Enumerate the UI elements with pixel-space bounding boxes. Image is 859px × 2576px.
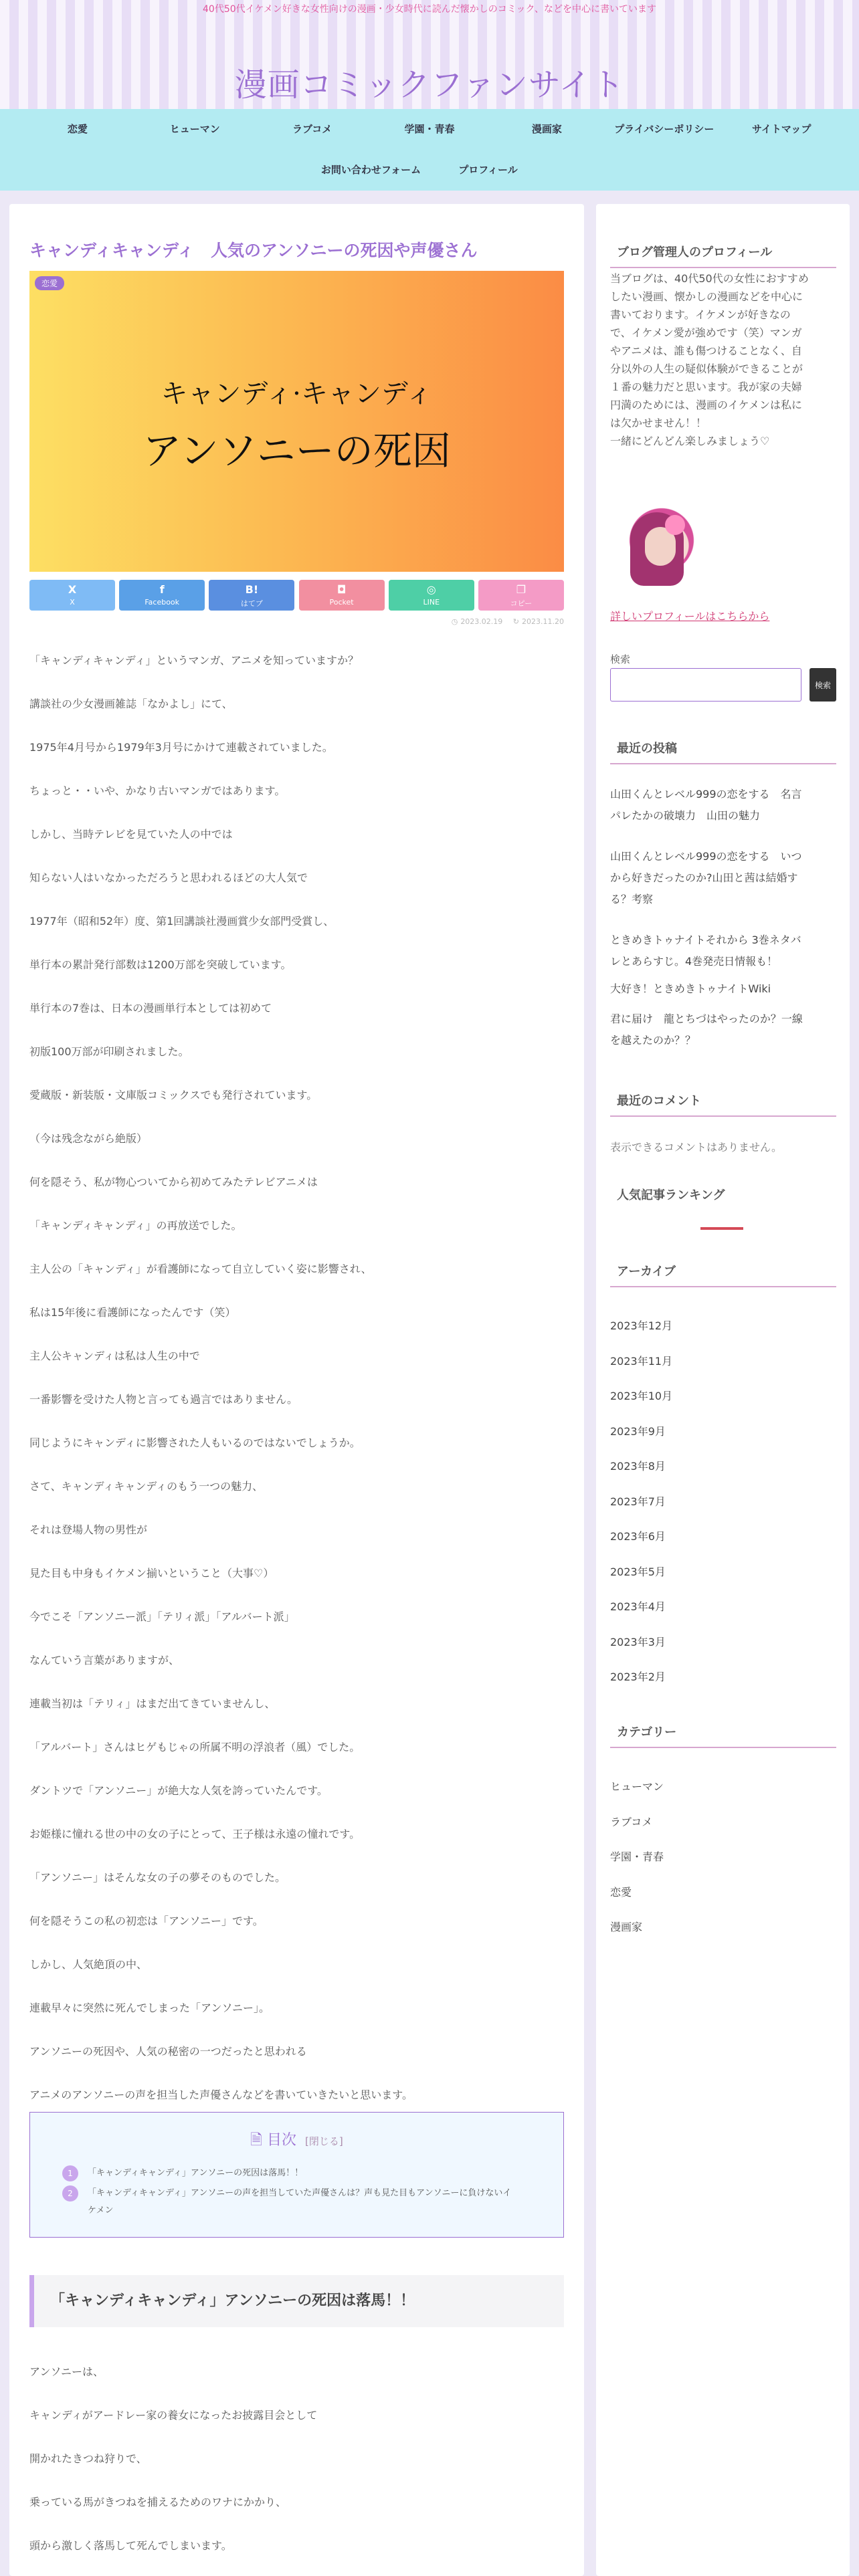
share-button-x[interactable] <box>29 580 115 611</box>
category-link[interactable]: 漫画家 <box>610 1921 643 1933</box>
share-label: Pocket <box>329 598 354 607</box>
paragraph: ちょっと・・いや、かなり古いマンガではあります。 <box>29 784 286 797</box>
site-header <box>0 0 859 109</box>
paragraph: しかし、人気絶頂の中、 <box>29 1958 148 1971</box>
paragraph: アンソニーの死因や、人気の秘密の一つだったと思われる <box>29 2045 307 2058</box>
post-dates <box>444 617 564 626</box>
paragraph: 初版100万部が印刷されました。 <box>29 1045 189 1058</box>
category-link[interactable]: ヒューマン <box>610 1780 664 1793</box>
nav-item-human[interactable]: ヒューマン <box>169 123 220 135</box>
profile-text-line: やアニメは、誰も傷つけることなく、自 <box>610 344 802 357</box>
eyecatch-image <box>29 271 564 572</box>
section-body <box>29 2350 564 2567</box>
share-label: X <box>70 598 75 607</box>
recent-post-title-line: 山田くんとレベル999の恋をする 名言 <box>610 788 802 800</box>
paragraph: 「アルバート」さんはヒゲもじゃの所属不明の浮浪者（風）でした。 <box>29 1741 361 1753</box>
toc-item[interactable] <box>62 2165 544 2182</box>
share-icon: ◎ <box>426 583 436 596</box>
toc-item-label: 「キャンディキャンディ」アンソニーの死因は落馬！！ <box>88 2168 304 2178</box>
paragraph: しかし、当時テレビを見ていた人の中では <box>29 828 233 841</box>
share-label: はてブ <box>240 599 263 608</box>
profile-text-line: １番の魅力だと思います。我が家の夫婦 <box>610 381 802 393</box>
toc-title: 目次 <box>266 2132 296 2149</box>
paragraph: キャンディがアードレー家の養女になったお披露目会として <box>29 2409 318 2422</box>
paragraph: 連載早々に突然に死んでしまった「アンソニー」。 <box>29 2002 270 2014</box>
paragraph: なんていう言葉がありますが、 <box>29 1654 180 1667</box>
category-link[interactable]: ラブコメ <box>610 1815 653 1828</box>
profile-link[interactable]: 詳しいプロフィールはこちらから <box>610 610 770 623</box>
paragraph: 主人公キャンディは私は人生の中で <box>29 1350 200 1362</box>
search-button[interactable]: 検索 <box>809 668 836 702</box>
share-icon: X <box>68 583 77 596</box>
archive-link[interactable]: 2023年11月 <box>610 1354 673 1368</box>
paragraph: 単行本の7巻は、日本の漫画単行本としては初めて <box>29 1002 272 1014</box>
share-label: コピー <box>510 599 533 608</box>
profile-text-line: 一緒にどんどん楽しみましょう♡ <box>610 435 770 447</box>
archive-link[interactable]: 2023年10月 <box>610 1390 673 1402</box>
paragraph: アンソニーは、 <box>29 2365 104 2378</box>
paragraph: それは登場人物の男性が <box>29 1523 148 1536</box>
category-link[interactable]: 学園・青春 <box>610 1850 664 1863</box>
recent-post-link[interactable] <box>610 1008 836 1051</box>
document-icon: 🗎 <box>250 2132 262 2149</box>
share-button-facebook[interactable] <box>119 580 205 611</box>
recent-post-title-line: 山田くんとレベル999の恋をする いつ <box>610 850 802 863</box>
profile-widget-title: ブログ管理人のプロフィール <box>610 237 836 268</box>
archive-link[interactable]: 2023年6月 <box>610 1530 666 1543</box>
nav-item-romcom[interactable]: ラブコメ <box>292 123 332 135</box>
recent-post-title-line: を越えたのか？？ <box>610 1034 696 1047</box>
avatar-flower <box>665 515 685 535</box>
paragraph: 1977年（昭和52年）度、第1回講談社漫画賞少女部門受賞し、 <box>29 915 335 928</box>
eyecatch-text-title: キャンディ·キャンディ <box>161 379 433 409</box>
paragraph: （今は残念ながら絶版） <box>29 1132 148 1145</box>
recent-post-title-line: る？考察 <box>610 893 654 905</box>
search-label: 検索 <box>610 653 631 665</box>
nav-item-contact[interactable]: お問い合わせフォーム <box>320 164 421 176</box>
paragraph: 「アンソニー」はそんな女の子の夢そのものでした。 <box>29 1871 286 1884</box>
toc-item[interactable] <box>62 2185 544 2220</box>
paragraph: 何を隠そう、私が物心ついてから初めてみたテレビアニメは <box>29 1176 318 1188</box>
global-navigation <box>0 109 859 191</box>
paragraph: 一番影響を受けた人物と言っても過言ではありません。 <box>29 1393 298 1406</box>
table-of-contents <box>29 2112 564 2238</box>
nav-item-privacy-policy[interactable]: プライバシーポリシー <box>614 123 714 135</box>
recent-post-title-line: 大好き！ときめきトゥナイトWiki <box>610 982 771 995</box>
date-published: 2023.02.19 <box>460 617 503 626</box>
nav-item-school[interactable]: 学園・青春 <box>404 123 455 135</box>
share-label: LINE <box>423 598 440 607</box>
date-updated: 2023.11.20 <box>522 617 564 626</box>
share-icon: ❐ <box>516 583 527 596</box>
paragraph: 今でこそ「アンソニー派」「テリィ派」「アルバート派」 <box>29 1610 295 1623</box>
sidebar <box>596 204 850 2576</box>
paragraph: アニメのアンソニーの声を担当した声優さんなどを書いていきたいと思います。 <box>29 2088 413 2101</box>
recent-post-title-line: から好きだったのか?山田と茜は結婚す <box>610 871 798 884</box>
share-icon: B! <box>245 583 259 596</box>
category-link[interactable]: 恋愛 <box>610 1885 632 1899</box>
nav-item-mangaka[interactable]: 漫画家 <box>531 123 562 135</box>
toc-close-toggle[interactable]: [閉じる] <box>305 2135 343 2147</box>
archive-link[interactable]: 2023年12月 <box>610 1319 673 1332</box>
recent-post-link[interactable] <box>610 978 836 1000</box>
profile-avatar <box>610 500 704 601</box>
profile-text-line: は欠かせません！！ <box>610 417 707 429</box>
site-title[interactable]: 漫画コミックファンサイト <box>234 66 625 104</box>
archive-link[interactable]: 2023年5月 <box>610 1565 666 1578</box>
share-buttons <box>29 580 564 611</box>
profile-text-line: 当ブログは、40代50代の女性におすすめ <box>610 272 809 285</box>
search-input[interactable] <box>610 668 801 702</box>
archive-link[interactable]: 2023年7月 <box>610 1495 666 1508</box>
site-tagline: 40代50代イケメン好きな女性向けの漫画・少女時代に読んだ懐かしのコミック、などを中心に書いています <box>203 4 656 15</box>
profile-text-line: で、イケメン愛が強めです（笑）マンガ <box>610 326 802 339</box>
recent-post-link[interactable] <box>610 930 836 972</box>
ranking-title: 人気記事ランキング <box>617 1188 725 1202</box>
paragraph: 見た目も中身もイケメン揃いということ（大事♡） <box>29 1567 274 1580</box>
toc-number: 1 <box>62 2165 78 2181</box>
profile-text-line: 分以外の人生の疑似体験ができることが <box>610 362 803 375</box>
paragraph: 講談社の少女漫画雑誌「なかよし」にて、 <box>29 697 233 710</box>
paragraph: 私は15年後に看護師になったんです（笑） <box>29 1306 236 1319</box>
refresh-icon: ↻ <box>512 617 520 626</box>
share-button-はてブ[interactable] <box>209 580 294 611</box>
share-button-コピー[interactable] <box>478 580 564 611</box>
profile-text <box>610 270 836 450</box>
recent-comments-title: 最近のコメント <box>610 1086 836 1117</box>
paragraph: 乗っている馬がきつねを捕えるためのワナにかかり、 <box>29 2496 287 2508</box>
archive-link[interactable]: 2023年3月 <box>610 1635 666 1648</box>
share-button-line[interactable] <box>389 580 474 611</box>
recent-post-title-line: 君に届け 龍とちづはやったのか？一線 <box>610 1012 803 1025</box>
no-comments-text: 表示できるコメントはありません。 <box>610 1141 782 1154</box>
article-body <box>29 639 564 2117</box>
section-heading: 「キャンディキャンディ」アンソニーの死因は落馬！！ <box>29 2275 564 2327</box>
paragraph: 頭から激しく落馬して死んでしまいます。 <box>29 2539 232 2552</box>
paragraph: ダントツで「アンソニー」が絶大な人気を誇っていたんです。 <box>29 1784 328 1797</box>
paragraph: お姫様に憧れる世の中の女の子にとって、王子様は永遠の憧れです。 <box>29 1828 361 1840</box>
eyecatch-text-subtitle: アンソニーの死因 <box>142 428 451 473</box>
toc-number: 2 <box>62 2185 78 2202</box>
nav-row-1 <box>19 109 840 150</box>
category-title: カテゴリー <box>610 1717 836 1748</box>
main-content <box>9 204 584 2576</box>
profile-text-line: 書いております。イケメンが好きなの <box>610 308 791 321</box>
archive-link[interactable]: 2023年2月 <box>610 1671 666 1683</box>
nav-item-profile[interactable]: プロフィール <box>458 164 518 176</box>
paragraph: 同じようにキャンディに影響された人もいるのではないでしょうか。 <box>29 1436 361 1449</box>
archive-link[interactable]: 2023年8月 <box>610 1460 666 1473</box>
share-icon: f <box>159 583 165 596</box>
archive-link[interactable]: 2023年4月 <box>610 1600 666 1613</box>
share-button-pocket[interactable] <box>299 580 385 611</box>
clock-icon: ◷ <box>451 617 458 626</box>
paragraph: さて、キャンディキャンディのもう一つの魅力、 <box>29 1480 264 1493</box>
paragraph: 何を隠そうこの私の初恋は「アンソニー」です。 <box>29 1915 264 1927</box>
share-label: Facebook <box>145 598 180 607</box>
share-icon: ◘ <box>337 583 347 596</box>
recent-post-title-line: パレたかの破壊力 山田の魅力 <box>610 809 761 822</box>
paragraph: 知らない人はいなかっただろうと思われるほどの大人気で <box>29 871 308 884</box>
nav-item-romance[interactable]: 恋愛 <box>67 123 88 135</box>
recent-post-title-line: レとあらすじ。4巻発売日情報も！ <box>610 955 778 968</box>
paragraph: 単行本の累計発行部数は1200万部を突破しています。 <box>29 958 292 971</box>
nav-item-sitemap[interactable]: サイトマップ <box>751 123 812 135</box>
paragraph: 主人公の「キャンディ」が看護師になって自立していく姿に影響され、 <box>29 1263 372 1275</box>
paragraph: 連載当初は「テリィ」はまだ出てきていませんし、 <box>29 1697 276 1710</box>
paragraph: 1975年4月号から1979年3月号にかけて連載されていました。 <box>29 741 333 754</box>
recent-post-title-line: ときめきトゥナイトそれから 3巻ネタバ <box>610 934 801 946</box>
profile-text-line: 円満のためには、漫画のイケメンは私に <box>610 399 803 411</box>
profile-text-line: したい漫画、懐かしの漫画などを中心に <box>610 290 803 303</box>
paragraph: 開かれたきつね狩りで、 <box>29 2452 147 2465</box>
archive-link[interactable]: 2023年9月 <box>610 1424 666 1438</box>
paragraph: 愛蔵版・新装版・文庫版コミックスでも発行されています。 <box>29 1089 318 1101</box>
toc-item-label: 「キャンディキャンディ」アンソニーの声を担当していた声優さんは？声も見た目もアンソニーに負けないイケメン <box>88 2188 512 2216</box>
archive-title: アーカイブ <box>610 1257 836 1287</box>
article-title: キャンディキャンディ 人気のアンソニーの死因や声優さん <box>29 241 478 260</box>
paragraph: 「キャンディキャンディ」というマンガ、アニメを知っていますか？ <box>29 654 359 667</box>
paragraph: 「キャンディキャンディ」の再放送でした。 <box>29 1219 242 1232</box>
recent-posts-title: 最近の投稿 <box>610 734 836 764</box>
recent-post-link[interactable] <box>610 784 836 827</box>
category-badge[interactable]: 恋愛 <box>35 276 64 290</box>
nav-row-2 <box>0 150 859 191</box>
recent-post-link[interactable] <box>610 846 836 910</box>
ranking-divider <box>700 1227 743 1230</box>
